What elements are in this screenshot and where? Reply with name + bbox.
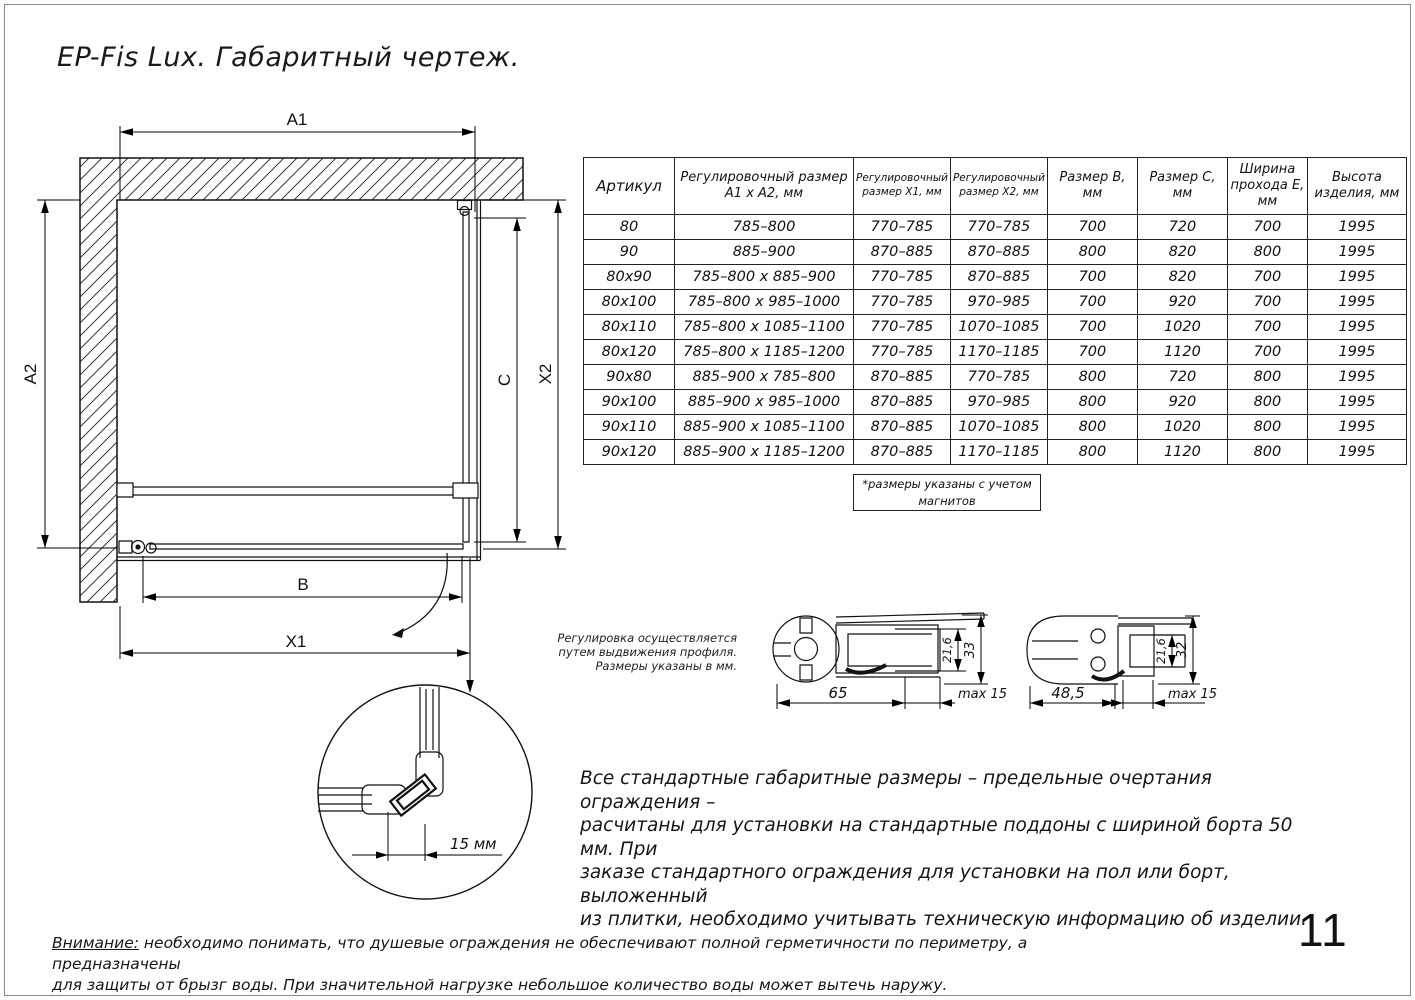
cell-article: 80х120 <box>584 340 675 365</box>
cell-a1a2: 785–800 х 1185–1200 <box>675 340 854 365</box>
table-row <box>584 290 1407 315</box>
col-header-b: Размер В, мм <box>1047 158 1137 215</box>
cell-a1a2: 885–900 х 1185–1200 <box>675 440 854 465</box>
cell-height: 1995 <box>1307 290 1406 315</box>
cell-e: 700 <box>1227 215 1307 240</box>
cell-b: 700 <box>1047 265 1137 290</box>
note-line: заказе стандартного ограждения для установки на пол или борт, выложенный <box>580 862 1230 907</box>
profile-section-right <box>1027 616 1217 709</box>
cell-x1: 770–785 <box>854 265 951 290</box>
dim-label-x1: X1 <box>285 632 307 651</box>
cell-b: 800 <box>1047 440 1137 465</box>
warning-label: Внимание: <box>52 934 139 952</box>
col-header-x1: Регулировочный размер Х1, мм <box>854 158 951 215</box>
cell-article: 80х100 <box>584 290 675 315</box>
table-row <box>584 340 1407 365</box>
spec-table <box>583 157 1407 465</box>
adjustment-note-line: Регулировка осуществляется <box>557 631 737 645</box>
cell-e: 800 <box>1227 390 1307 415</box>
cell-article: 80 <box>584 215 675 240</box>
adjustment-note <box>545 631 737 673</box>
cell-height: 1995 <box>1307 390 1406 415</box>
cell-a1a2: 885–900 х 1085–1100 <box>675 415 854 440</box>
cell-a1a2: 785–800 х 885–900 <box>675 265 854 290</box>
cell-b: 800 <box>1047 390 1137 415</box>
table-row <box>584 215 1407 240</box>
col-header-a1a2: Регулировочный размер А1 х А2, мм <box>675 158 854 215</box>
cell-a1a2: 785–800 <box>675 215 854 240</box>
dim-label-c: C <box>495 373 514 387</box>
cell-c: 920 <box>1137 290 1227 315</box>
cell-x1: 770–785 <box>854 340 951 365</box>
cell-a1a2: 885–900 х 985–1000 <box>675 390 854 415</box>
col-header-e: Ширина прохода Е, мм <box>1227 158 1307 215</box>
cell-c: 720 <box>1137 215 1227 240</box>
page-number: 11 <box>1298 904 1348 956</box>
cell-height: 1995 <box>1307 240 1406 265</box>
profile-left-max-label: max 15 <box>958 687 1007 702</box>
cell-x2: 1170–1185 <box>950 440 1047 465</box>
cell-e: 800 <box>1227 365 1307 390</box>
cell-article: 90х80 <box>584 365 675 390</box>
profile-right-outer-label: 32 <box>1175 641 1190 659</box>
cell-height: 1995 <box>1307 340 1406 365</box>
page-title: EP-Fis Lux. Габаритный чертеж. <box>57 42 520 73</box>
cell-b: 700 <box>1047 215 1137 240</box>
table-footnote: *размеры указаны с учетом магнитов <box>853 474 1041 511</box>
glass-door-panel <box>458 200 481 560</box>
cell-x2: 1070–1085 <box>950 415 1047 440</box>
warning-note <box>52 933 1112 996</box>
col-header-c: Размер С, мм <box>1137 158 1227 215</box>
cell-e: 800 <box>1227 415 1307 440</box>
cell-e: 700 <box>1227 290 1307 315</box>
cell-article: 90х120 <box>584 440 675 465</box>
cell-b: 700 <box>1047 290 1137 315</box>
spec-table-header <box>584 158 1407 215</box>
warning-text-1: необходимо понимать, что душевые ограждения не обеспечивают полной герметичности по периметру, а предназначены <box>52 934 1028 973</box>
dim-label-a2: A2 <box>21 363 40 385</box>
cell-c: 1020 <box>1137 415 1227 440</box>
cell-c: 1120 <box>1137 340 1227 365</box>
dim-label-x2: X2 <box>536 363 555 385</box>
cell-x2: 870–885 <box>950 265 1047 290</box>
cell-x1: 870–885 <box>854 365 951 390</box>
detail-dim-label: 15 мм <box>450 835 497 853</box>
adjustment-note-line: путем выдвижения профиля. <box>558 645 737 659</box>
profile-left-width-label: 65 <box>828 684 848 702</box>
cell-b: 800 <box>1047 365 1137 390</box>
profile-right-width-label: 48,5 <box>1051 684 1085 702</box>
dim-label-a1: A1 <box>286 110 308 129</box>
cell-article: 90 <box>584 240 675 265</box>
warning-line-1 <box>52 933 1112 975</box>
cell-height: 1995 <box>1307 265 1406 290</box>
cell-x1: 770–785 <box>854 315 951 340</box>
cell-a1a2: 885–900 х 785–800 <box>675 365 854 390</box>
cell-x2: 870–885 <box>950 240 1047 265</box>
note-line: расчитаны для установки на стандартные поддоны с шириной борта 50 мм. При <box>580 815 1293 860</box>
profile-left-outer-label: 33 <box>963 641 978 659</box>
table-row <box>584 240 1407 265</box>
cell-height: 1995 <box>1307 215 1406 240</box>
table-row <box>584 415 1407 440</box>
corner-detail <box>318 685 532 899</box>
cell-a1a2: 785–800 х 985–1000 <box>675 290 854 315</box>
cell-x2: 770–785 <box>950 215 1047 240</box>
cell-x2: 970–985 <box>950 290 1047 315</box>
cell-article: 90х100 <box>584 390 675 415</box>
note-line: Все стандартные габаритные размеры – предельные очертания ограждения – <box>580 768 1212 813</box>
col-header-x2: Регулировочный размер Х2, мм <box>950 158 1047 215</box>
cell-a1a2: 785–800 х 1085–1100 <box>675 315 854 340</box>
standard-sizes-note <box>580 767 1320 932</box>
profile-right-max-label: max 15 <box>1168 687 1217 702</box>
wall-hatched <box>80 158 523 602</box>
cell-article: 80х90 <box>584 265 675 290</box>
cell-b: 800 <box>1047 415 1137 440</box>
profile-section-left <box>773 613 1007 709</box>
cell-x2: 1070–1085 <box>950 315 1047 340</box>
cell-x2: 1170–1185 <box>950 340 1047 365</box>
cell-a1a2: 885–900 <box>675 240 854 265</box>
detail-leader-arrow <box>466 558 474 693</box>
cell-x1: 870–885 <box>854 440 951 465</box>
cell-x1: 870–885 <box>854 390 951 415</box>
cell-x1: 870–885 <box>854 240 951 265</box>
warning-line-2: для защиты от брызг воды. При значительной нагрузке небольшое количество воды может вытечь наружу. <box>52 976 948 994</box>
cell-c: 1120 <box>1137 440 1227 465</box>
cell-c: 1020 <box>1137 315 1227 340</box>
table-row <box>584 265 1407 290</box>
table-row <box>584 315 1407 340</box>
col-header-height: Высота изделия, мм <box>1307 158 1406 215</box>
cell-height: 1995 <box>1307 415 1406 440</box>
cell-x2: 970–985 <box>950 390 1047 415</box>
fixed-panel <box>117 544 481 561</box>
cell-c: 820 <box>1137 265 1227 290</box>
cell-e: 700 <box>1227 340 1307 365</box>
towel-bar <box>117 483 478 498</box>
adjustment-note-line: Размеры указаны в мм. <box>595 659 737 673</box>
cell-e: 800 <box>1227 240 1307 265</box>
note-line: из плитки, необходимо учитывать техническую информацию об изделии. <box>580 909 1307 930</box>
cell-c: 820 <box>1137 240 1227 265</box>
table-row <box>584 440 1407 465</box>
cell-e: 700 <box>1227 315 1307 340</box>
cell-b: 700 <box>1047 315 1137 340</box>
dim-label-b: B <box>297 575 309 594</box>
col-header-article: Артикул <box>584 158 675 215</box>
cell-x1: 770–785 <box>854 290 951 315</box>
profile-right-inner-label: 21,6 <box>1154 638 1168 664</box>
cell-e: 800 <box>1227 440 1307 465</box>
cell-x2: 770–785 <box>950 365 1047 390</box>
cell-height: 1995 <box>1307 365 1406 390</box>
spec-table-body <box>584 215 1407 465</box>
plan-view <box>80 158 523 638</box>
cell-height: 1995 <box>1307 315 1406 340</box>
profile-left-inner-label: 21,6 <box>940 637 954 663</box>
cell-x1: 870–885 <box>854 415 951 440</box>
door-swing-arrow <box>392 553 447 638</box>
cell-c: 920 <box>1137 390 1227 415</box>
cell-e: 700 <box>1227 265 1307 290</box>
table-row <box>584 390 1407 415</box>
cell-c: 720 <box>1137 365 1227 390</box>
cell-x1: 770–785 <box>854 215 951 240</box>
cell-b: 700 <box>1047 340 1137 365</box>
cell-height: 1995 <box>1307 440 1406 465</box>
cell-b: 800 <box>1047 240 1137 265</box>
cell-article: 90х110 <box>584 415 675 440</box>
table-row <box>584 365 1407 390</box>
cell-article: 80х110 <box>584 315 675 340</box>
